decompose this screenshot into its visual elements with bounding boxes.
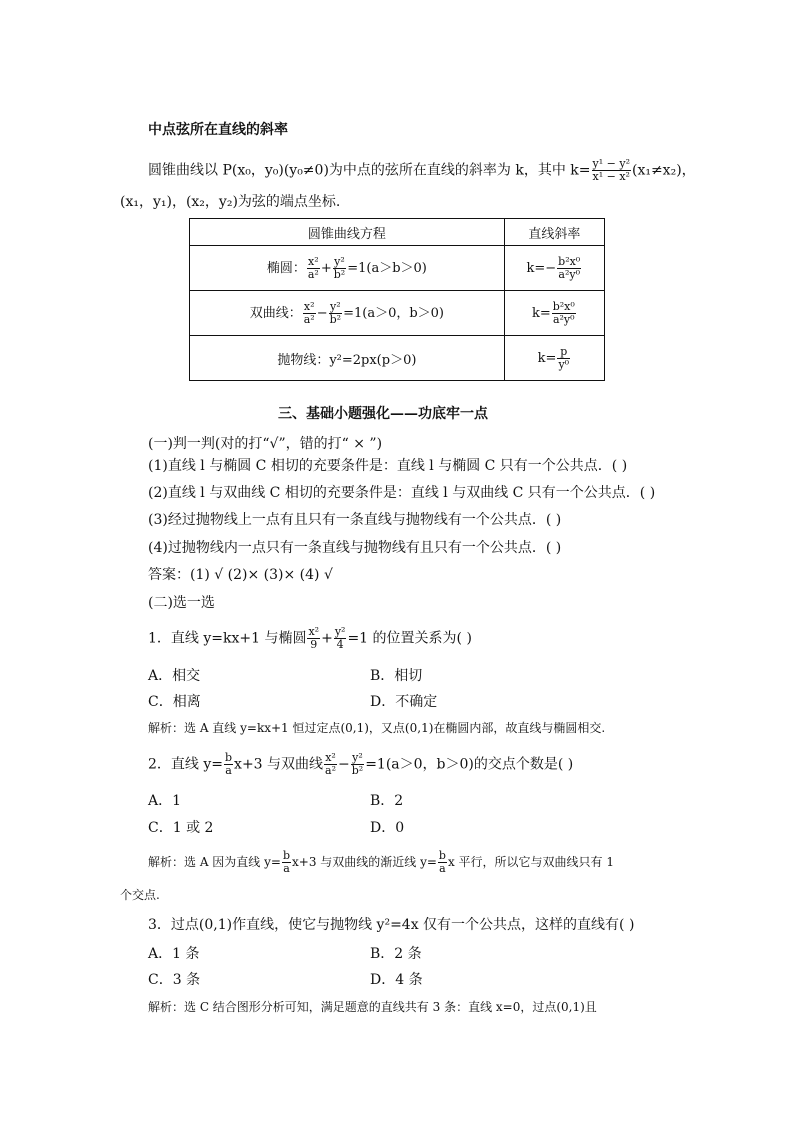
option-c: C．1 或 2: [148, 820, 214, 836]
intro-paragraph-2: (x₁，y₁)，(x₂，y₂)为弦的端点坐标.: [120, 194, 341, 210]
question-1-analysis: 解析：选 A 直线 y=kx+1 恒过定点(0,1)，又点(0,1)在椭圆内部，故直线与椭圆相交.: [148, 721, 606, 735]
table-row: [190, 246, 605, 291]
intro-text-2: (x₁≠x₂)，: [631, 162, 696, 179]
option-b: B．2: [370, 793, 404, 809]
option-b: B．相切: [370, 668, 423, 684]
choose-title: (二)选一选: [148, 595, 215, 611]
option-d: D．4 条: [370, 972, 423, 988]
judge-item: (4)过抛物线内一点只有一条直线与抛物线有且只有一个公共点．( ): [148, 540, 562, 556]
table-header: 圆锥曲线方程: [190, 219, 505, 246]
question-2-analysis: 解析：选 A 因为直线 y= $\frac{b}{a}$ x+3 与双曲线的渐近线 y= $\frac{b}{a}$ x 平行，所以它与双曲线只有 1: [148, 849, 615, 875]
judge-item: (2)直线 l 与双曲线 C 相切的充要条件是：直线 l 与双曲线 C 只有一个公共点．( ): [148, 485, 656, 501]
option-c: C．相离: [148, 694, 201, 710]
question-3-stem: 3．过点(0,1)作直线，使它与抛物线 y²=4x 仅有一个公共点，这样的直线有( ): [148, 917, 635, 933]
intro-text-1: 圆锥曲线以 P(x₀，y₀)(y₀≠0)为中点的弦所在直线的斜率为 k，其中 k=: [148, 162, 591, 179]
table-cell: k= $\frac{\text{b²x⁰}}{\text{a²y⁰}}$: [504, 291, 604, 336]
section-title: 三、基础小题强化——功底牢一点: [278, 406, 488, 422]
table-cell: 抛物线：y²=2px(p＞0): [190, 336, 505, 381]
question-1-stem: 1．直线 y=kx+1 与椭圆 $\frac{\text{x²}}{9}$ + $\frac{\text{y²}}{4}$ =1 的位置关系为( ): [148, 625, 472, 651]
slope-table: [189, 218, 605, 381]
question-2-stem: 2．直线 y= $\frac{b}{a}$ x+3 与双曲线 $\frac{\text{x²}}{\text{a²}}$ − $\frac{\text{y²}}{\text{b²}}$ =1(a＞0，b＞0)的交点个数是( ): [148, 751, 574, 777]
table-cell: 双曲线： $\frac{\text{x²}}{\text{a²}}$ − $\frac{\text{y²}}{\text{b²}}$ =1(a＞0，b＞0): [190, 291, 505, 336]
judge-title: (一)判一判(对的打“√”，错的打“ × ”): [148, 436, 383, 452]
section-heading: 中点弦所在直线的斜率: [148, 122, 288, 138]
table-header-row: [190, 219, 605, 246]
question-2-analysis-cont: 个交点.: [120, 888, 160, 902]
judge-item: (3)经过抛物线上一点有且只有一条直线与抛物线有一个公共点．( ): [148, 512, 562, 528]
table-row: [190, 291, 605, 336]
option-b: B．2 条: [370, 946, 422, 962]
judge-item: (1)直线 l 与椭圆 C 相切的充要条件是：直线 l 与椭圆 C 只有一个公共点．( ): [148, 458, 628, 474]
option-c: C．3 条: [148, 972, 201, 988]
table-header: 直线斜率: [504, 219, 604, 246]
table-cell: 椭圆： $\frac{\text{x²}}{\text{a²}}$ + $\frac{\text{y²}}{\text{b²}}$ =1(a＞b＞0): [190, 246, 505, 291]
option-a: A．相交: [148, 668, 201, 684]
table-cell: k=− $\frac{\text{b²x⁰}}{\text{a²y⁰}}$: [504, 246, 604, 291]
question-3-analysis: 解析：选 C 结合图形分析可知，满足题意的直线共有 3 条：直线 x=0，过点(0,1)且: [148, 1000, 597, 1014]
judge-answer: 答案：(1) √ (2)× (3)× (4) √: [148, 567, 333, 583]
option-d: D．不确定: [370, 694, 438, 710]
table-row: [190, 336, 605, 381]
slope-fraction: $\frac{\text{y¹ − y²}}{\text{x¹ − x²}}$: [592, 157, 630, 183]
option-a: A．1 条: [148, 946, 200, 962]
option-d: D．0: [370, 820, 405, 836]
option-a: A．1: [148, 793, 182, 809]
intro-paragraph: [148, 158, 696, 183]
table-cell: k= $\frac{p}{\text{y⁰}}$: [504, 336, 604, 381]
